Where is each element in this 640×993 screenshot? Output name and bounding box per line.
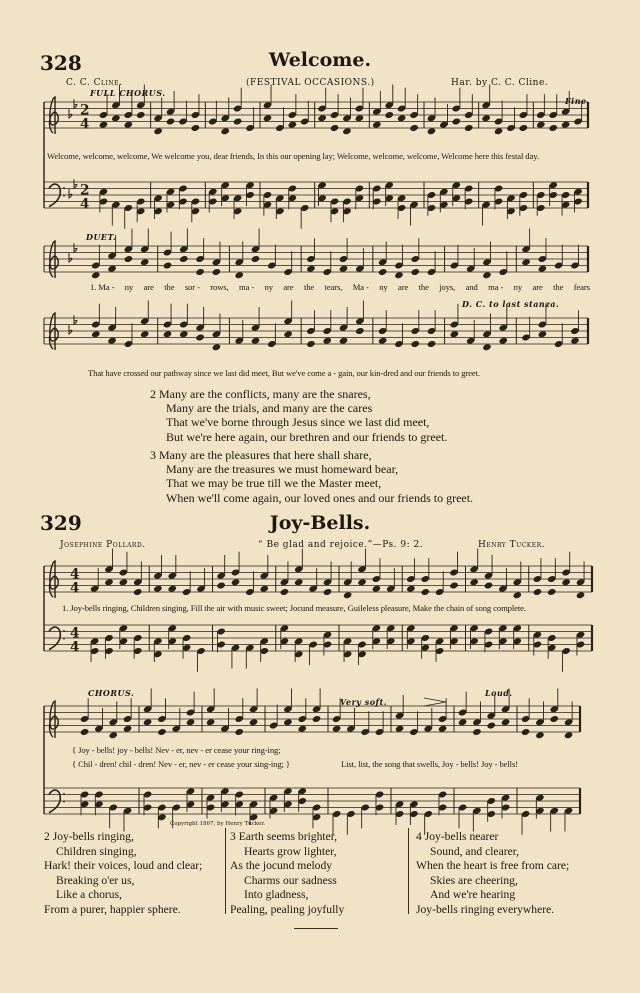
note-head xyxy=(288,121,298,129)
note-head xyxy=(157,728,167,736)
author-credit: C. C. Cline. xyxy=(66,78,123,88)
end-rule xyxy=(294,928,338,929)
note-head xyxy=(322,337,332,345)
note-head xyxy=(372,585,382,593)
note-head xyxy=(186,718,196,726)
verse-3-328 xyxy=(150,448,473,505)
dynamics-hairpin xyxy=(424,698,446,706)
note-head xyxy=(372,121,382,129)
note-head xyxy=(153,127,163,135)
very-soft-marking: Very soft. xyxy=(340,697,387,707)
treble-clef-icon xyxy=(49,241,58,278)
note-head xyxy=(297,725,307,733)
note-head xyxy=(163,261,173,269)
note-head xyxy=(397,114,407,122)
lyric-syllable: ny xyxy=(264,282,273,292)
flat-sign-icon xyxy=(74,315,77,324)
verse-line: 4 Joy-bells nearer xyxy=(416,830,499,843)
note-head xyxy=(512,591,522,599)
note-head xyxy=(140,258,150,266)
note-head xyxy=(91,330,101,338)
verse-line: Into gladness, xyxy=(244,888,309,902)
note-head xyxy=(143,718,153,726)
note-head xyxy=(330,124,340,132)
hymn-title-welcome: Welcome. xyxy=(268,49,372,71)
verse-line: Like a chorus, xyxy=(56,888,122,902)
verse-line: That we've borne through Jesus since we last did meet, xyxy=(166,415,430,430)
verse-3-329 xyxy=(230,830,344,918)
note-head xyxy=(535,731,545,739)
note-head xyxy=(519,124,529,132)
note-head xyxy=(216,581,226,589)
verse-line: Skies are cheering, xyxy=(430,873,518,887)
note-head xyxy=(249,718,259,726)
chorus-tail: List, list, the song that swells, Joy - bells! Joy - bells! xyxy=(341,759,518,769)
verse-line: Sound, and clearer, xyxy=(430,844,520,858)
treble-clef-icon xyxy=(49,313,58,350)
note-head xyxy=(123,725,133,733)
note-head xyxy=(482,343,492,351)
note-head xyxy=(163,330,173,338)
full-chorus-marking: FULL CHORUS. xyxy=(90,88,166,98)
chorus-line-2: { Chil - dren! chil - dren! Nev - er, nev - er cease your sing-ing; } xyxy=(72,759,290,769)
lyric-syllable: are xyxy=(398,282,409,292)
note-head xyxy=(561,578,571,586)
note-head xyxy=(406,585,416,593)
lyric-syllable: ny xyxy=(379,282,388,292)
note-head xyxy=(410,268,420,276)
lyric-syllable: sor - xyxy=(184,282,200,292)
column-divider xyxy=(408,828,409,914)
note-head xyxy=(564,731,574,739)
note-head xyxy=(378,337,388,345)
note-head xyxy=(206,718,216,726)
note-head xyxy=(283,718,293,726)
note-head xyxy=(494,127,504,135)
verse-line: 3 Earth seems brighter, xyxy=(230,830,338,843)
lyric-syllable: the xyxy=(303,282,315,292)
verse-line: 2 Many are the conflicts, many are the snares, xyxy=(150,387,371,401)
verse-line: Hark! their voices, loud and clear; xyxy=(44,859,203,873)
verse-line: When the heart is free from care; xyxy=(416,859,570,873)
verse-line: Breaking o'er us, xyxy=(56,873,135,887)
lyric-verse-329: 1. Joy-bells ringing, Children singing, Fill the air with music sweet; Jocund measure, Guileless pleasure, Make the chain of song complete. xyxy=(62,603,526,613)
note-head xyxy=(355,327,365,335)
lyric-syllable: and xyxy=(465,282,478,292)
lyric-syllable: ma - xyxy=(239,282,255,292)
note-head xyxy=(481,114,491,122)
note-head xyxy=(212,343,222,351)
verse-4-329 xyxy=(416,830,569,918)
note-head xyxy=(458,718,468,726)
note-head xyxy=(234,728,244,736)
note-head xyxy=(107,337,117,345)
note-head xyxy=(357,578,367,586)
duet-marking: DUET. xyxy=(86,232,117,242)
note-head xyxy=(220,127,230,135)
time-signature-bottom: 4 xyxy=(80,196,90,213)
loud-marking: Loud. xyxy=(485,688,513,698)
note-head xyxy=(469,578,479,586)
note-head xyxy=(108,731,118,739)
verse-line: As the jocund melody xyxy=(230,859,333,873)
note-head xyxy=(343,591,353,599)
clef-dot xyxy=(63,195,65,197)
flat-sign-icon xyxy=(74,179,77,188)
hymn-number-329: 329 xyxy=(40,511,82,535)
lyric-duet-second-line: That have crossed our pathway since we last did meet, But we've come a - gain, our kin-dred and our friends to greet. xyxy=(88,368,480,378)
note-head xyxy=(410,340,420,348)
note-head xyxy=(538,265,548,273)
note-head xyxy=(91,271,101,279)
verse-line: Children singing, xyxy=(56,844,137,858)
lyric-syllable: ma - xyxy=(488,282,504,292)
time-signature-top: 2 xyxy=(80,102,90,119)
note-head xyxy=(378,268,388,276)
note-head xyxy=(570,337,580,345)
note-head xyxy=(339,265,349,273)
occasion-note: (FESTIVAL OCCASIONS.) xyxy=(246,78,375,88)
note-head xyxy=(521,258,531,266)
note-head xyxy=(549,715,559,723)
note-head xyxy=(384,111,394,119)
verse-line: Pealing, pealing joyfully xyxy=(230,902,345,916)
note-head xyxy=(234,271,244,279)
time-signature-bottom: 4 xyxy=(70,580,80,597)
time-signature-bottom: 4 xyxy=(80,116,90,133)
note-head xyxy=(80,728,90,736)
note-head xyxy=(339,337,349,345)
note-head xyxy=(104,578,114,586)
lyric-syllable: Ma - xyxy=(352,282,369,292)
note-head xyxy=(427,340,437,348)
note-head xyxy=(231,578,241,586)
lyric-chorus-328: Welcome, welcome, welcome, We welcome you, dear friends, In this our opening lay; Welcome, welcome, welcome, Welcome here this festal day. xyxy=(47,151,539,161)
lyric-syllable: the xyxy=(553,282,564,292)
lyric-syllable: are xyxy=(283,282,294,292)
verse-line: That we may be true till we the Master meet, xyxy=(166,476,382,491)
time-signature-top: 4 xyxy=(70,625,80,642)
note-head xyxy=(124,255,134,263)
note-head xyxy=(498,337,508,345)
note-head xyxy=(450,330,460,338)
harmony-credit: Har. by C. C. Cline. xyxy=(451,78,549,88)
note-head xyxy=(191,124,201,132)
note-head xyxy=(484,581,494,589)
note-head xyxy=(195,333,205,341)
note-head xyxy=(409,124,419,132)
note-head xyxy=(317,114,327,122)
lyric-syllable: the xyxy=(418,282,429,292)
clef-dot xyxy=(63,638,65,640)
note-head xyxy=(472,728,482,736)
note-head xyxy=(548,124,558,132)
note-head xyxy=(486,721,496,729)
author-credit: Josephine Pollard. xyxy=(60,540,146,550)
lyric-syllable: joys, xyxy=(439,282,456,292)
hymn-number-328: 328 xyxy=(40,51,82,75)
note-head xyxy=(153,585,163,593)
note-head xyxy=(195,268,205,276)
note-head xyxy=(212,268,222,276)
note-head xyxy=(111,114,121,122)
note-head xyxy=(124,121,134,129)
note-head xyxy=(251,255,261,263)
note-head xyxy=(306,340,316,348)
verse-2-328 xyxy=(150,387,447,444)
note-head xyxy=(323,588,333,596)
verse-line: Hearts grow lighter, xyxy=(244,844,337,858)
clef-dot xyxy=(63,630,65,632)
note-head xyxy=(355,114,365,122)
dc-marking: D. C. to last stanza. xyxy=(462,299,560,309)
note-head xyxy=(449,581,459,589)
note-head xyxy=(427,127,437,135)
verse-line: But we're here again, our brethren and our friends to greet. xyxy=(166,429,448,444)
lyric-syllable: ny xyxy=(513,282,523,292)
note-head xyxy=(395,725,405,733)
note-head xyxy=(259,585,269,593)
note-head xyxy=(166,117,176,125)
clef-dot xyxy=(63,187,65,189)
note-head xyxy=(464,124,474,132)
note-head xyxy=(501,718,511,726)
lyric-syllable: rows, xyxy=(210,282,229,292)
note-head xyxy=(561,121,571,129)
note-head xyxy=(452,117,462,125)
verse-line: Joy-bells ringing everywhere. xyxy=(416,902,555,916)
note-head xyxy=(342,127,352,135)
lyric-syllable: 1. Ma - xyxy=(90,282,115,292)
clef-dot xyxy=(63,793,65,795)
lyric-syllable: fears xyxy=(573,282,590,292)
lyric-syllable: are xyxy=(143,282,154,292)
note-head xyxy=(251,337,261,345)
note-head xyxy=(99,121,109,129)
note-head xyxy=(533,588,543,596)
note-head xyxy=(280,588,290,596)
note-head xyxy=(119,578,129,586)
chorus-marking: CHORUS. xyxy=(88,688,135,698)
hymn-title-joy-bells: Joy-Bells. xyxy=(269,512,371,534)
note-head xyxy=(179,255,189,263)
note-head xyxy=(294,578,304,586)
time-signature-top: 4 xyxy=(70,566,80,583)
clef-dot xyxy=(63,801,65,803)
verse-line: Many are the trials, and many are the cares xyxy=(166,401,373,416)
chorus-line-1: { Joy - bells! joy - bells! Nev - er, nev - er cease your ring-ing; xyxy=(72,745,281,755)
note-head xyxy=(438,725,448,733)
flat-sign-icon xyxy=(69,189,72,198)
note-head xyxy=(167,585,177,593)
treble-clef-icon xyxy=(49,701,58,738)
note-head xyxy=(133,588,143,596)
verse-line: And we're hearing xyxy=(430,888,516,902)
fine-marking: Fine. xyxy=(565,96,590,106)
note-head xyxy=(332,725,342,733)
lyric-syllable: the xyxy=(164,282,175,292)
note-head xyxy=(136,111,146,119)
lyric-duet-328 xyxy=(90,282,590,292)
note-head xyxy=(576,591,586,599)
flat-sign-icon xyxy=(74,243,77,252)
note-head xyxy=(547,588,557,596)
verse-line: Charms our sadness xyxy=(244,873,337,887)
note-head xyxy=(107,265,117,273)
flat-sign-icon xyxy=(69,325,72,334)
lyric-syllable: tears, xyxy=(324,282,343,292)
note-head xyxy=(394,271,404,279)
composer-credit: Henry Tucker. xyxy=(478,540,546,550)
copyright-notice: Copyright 1867, by Henry Tucker. xyxy=(170,821,266,827)
note-head xyxy=(140,330,150,338)
flat-sign-icon xyxy=(74,99,77,108)
treble-clef-icon xyxy=(49,97,58,134)
note-head xyxy=(233,117,243,125)
verse-line: Many are the treasures we must homeward bear, xyxy=(166,462,399,477)
column-divider xyxy=(225,828,226,914)
verse-line: From a purer, happier sphere. xyxy=(44,902,181,916)
note-head xyxy=(536,121,546,129)
note-head xyxy=(521,728,531,736)
note-head xyxy=(179,330,189,338)
lyric-syllable: are xyxy=(532,282,543,292)
verse-line: 3 Many are the pleasures that here shall share, xyxy=(150,448,372,462)
verse-2-329 xyxy=(44,830,202,918)
note-head xyxy=(312,715,322,723)
verse-line: 2 Joy-bells ringing, xyxy=(44,830,134,843)
note-head xyxy=(482,271,492,279)
time-signature-top: 2 xyxy=(80,182,90,199)
time-signature-bottom: 4 xyxy=(70,639,80,656)
note-head xyxy=(420,588,430,596)
note-head xyxy=(538,330,548,338)
lyric-syllable: ny xyxy=(124,282,134,292)
flat-sign-icon xyxy=(69,253,72,262)
treble-clef-icon xyxy=(49,561,58,598)
note-head xyxy=(283,330,293,338)
flat-sign-icon xyxy=(69,109,72,118)
note-head xyxy=(263,114,273,122)
verse-line: When we'll come again, our loved ones and our friends to greet. xyxy=(166,490,474,505)
scripture-reference: “ Be glad and rejoice.”—Ps. 9: 2. xyxy=(258,540,424,550)
note-head xyxy=(306,265,316,273)
